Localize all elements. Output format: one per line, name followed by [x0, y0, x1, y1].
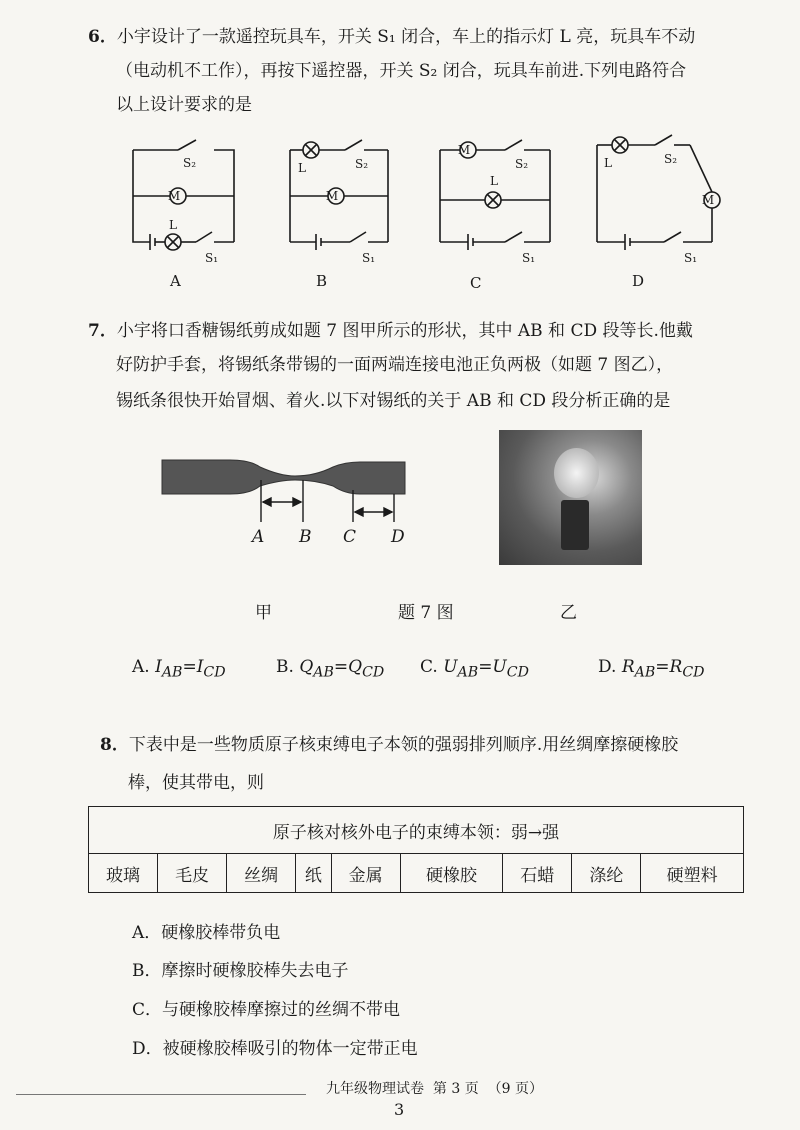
svg-text:S₂: S₂	[664, 152, 678, 166]
q8-text-line1: 8．下表中是一些物质原子核束缚电子本领的强弱排列顺序.用丝绸摩擦硬橡胶	[100, 735, 679, 755]
material-cell: 硬橡胶	[400, 854, 503, 893]
exam-title: 九年级物理试卷	[326, 1081, 424, 1097]
table-header: 原子核对核外电子的束缚本领：弱→强	[89, 807, 744, 854]
q6-circuit-diagrams	[0, 130, 800, 300]
material-cell: 玻璃	[89, 854, 158, 893]
photo-burning-foil	[499, 430, 642, 565]
svg-text:B: B	[299, 527, 312, 547]
circuit-b	[290, 140, 388, 250]
q7-text-line1: 7．小宇将口香糖锡纸剪成如题 7 图甲所示的形状，其中 AB 和 CD 段等长.他戴	[88, 321, 693, 341]
material-cell: 石蜡	[503, 854, 572, 893]
svg-text:S₁: S₁	[522, 251, 536, 265]
q8-option-d: D．被硬橡胶棒吸引的物体一定带正电	[132, 1039, 418, 1059]
svg-text:A: A	[252, 527, 265, 547]
q6-text-line3: 以上设计要求的是	[116, 95, 252, 115]
q6-text-line2: （电动机不工作），再按下遥控器，开关 S₂ 闭合，玩具车前进.下列电路符合	[116, 61, 687, 81]
svg-text:S₁: S₁	[205, 251, 219, 265]
svg-text:S₁: S₁	[684, 251, 698, 265]
svg-text:M: M	[457, 143, 471, 157]
battery-shape	[561, 500, 589, 550]
caption-jia: 甲	[255, 603, 272, 623]
svg-text:C: C	[343, 527, 357, 547]
circuit-c	[440, 140, 550, 250]
page-footer	[326, 1078, 543, 1098]
q8-text-line2: 棒，使其带电，则	[128, 773, 264, 793]
svg-text:L: L	[169, 218, 177, 232]
table-row	[89, 854, 744, 893]
material-cell: 金属	[331, 854, 400, 893]
q8-option-b: B．摩擦时硬橡胶棒失去电子	[132, 961, 349, 981]
svg-text:D: D	[632, 272, 645, 290]
q6-text-line1: 6．小宇设计了一款遥控玩具车，开关 S₁ 闭合，车上的指示灯 L 亮，玩具车不动	[88, 27, 696, 47]
svg-text:L: L	[604, 156, 612, 170]
page-label: 第 3 页	[432, 1081, 479, 1097]
svg-text:S₂: S₂	[515, 157, 529, 171]
material-cell: 涤纶	[572, 854, 641, 893]
q7-option-c: C. $U_{AB}=U_{CD}$	[420, 657, 529, 681]
svg-text:A: A	[170, 272, 181, 290]
q7-text-line3: 锡纸条很快开始冒烟、着火.以下对锡纸的关于 AB 和 CD 段分析正确的是	[116, 391, 671, 411]
foil-strip-figure	[155, 450, 415, 550]
q7-option-b: B. $Q_{AB}=Q_{CD}$	[276, 657, 385, 681]
q7-option-a: A. $I_{AB}=I_{CD}$	[132, 657, 226, 681]
material-cell: 纸	[296, 854, 332, 893]
caption-yi: 乙	[560, 603, 577, 623]
svg-text:M: M	[167, 189, 181, 203]
svg-text:M: M	[701, 193, 715, 207]
svg-text:S₁: S₁	[362, 251, 376, 265]
svg-text:D: D	[391, 527, 405, 547]
q8-option-c: C．与硬橡胶棒摩擦过的丝绸不带电	[132, 1000, 401, 1020]
figure-caption: 题 7 图	[398, 603, 454, 623]
footer-rule	[16, 1094, 306, 1095]
q7-text-line2: 好防护手套，将锡纸条带锡的一面两端连接电池正负两极（如题 7 图乙），	[116, 355, 674, 375]
material-cell: 硬塑料	[641, 854, 744, 893]
q7-option-d: D. $R_{AB}=R_{CD}$	[598, 657, 705, 681]
svg-text:S₂: S₂	[355, 157, 369, 171]
q8-option-a: A．硬橡胶棒带负电	[132, 923, 281, 943]
svg-text:B: B	[316, 272, 328, 290]
flame-shape	[554, 448, 599, 498]
svg-text:L: L	[298, 161, 306, 175]
svg-text:C: C	[470, 274, 482, 292]
page-number: 3	[394, 1100, 405, 1119]
page-total: （9 页）	[487, 1081, 543, 1097]
binding-strength-table	[88, 806, 744, 893]
svg-text:L: L	[490, 174, 498, 188]
svg-text:S₂: S₂	[183, 156, 197, 170]
material-cell: 丝绸	[227, 854, 296, 893]
svg-text:M: M	[325, 189, 339, 203]
material-cell: 毛皮	[158, 854, 227, 893]
